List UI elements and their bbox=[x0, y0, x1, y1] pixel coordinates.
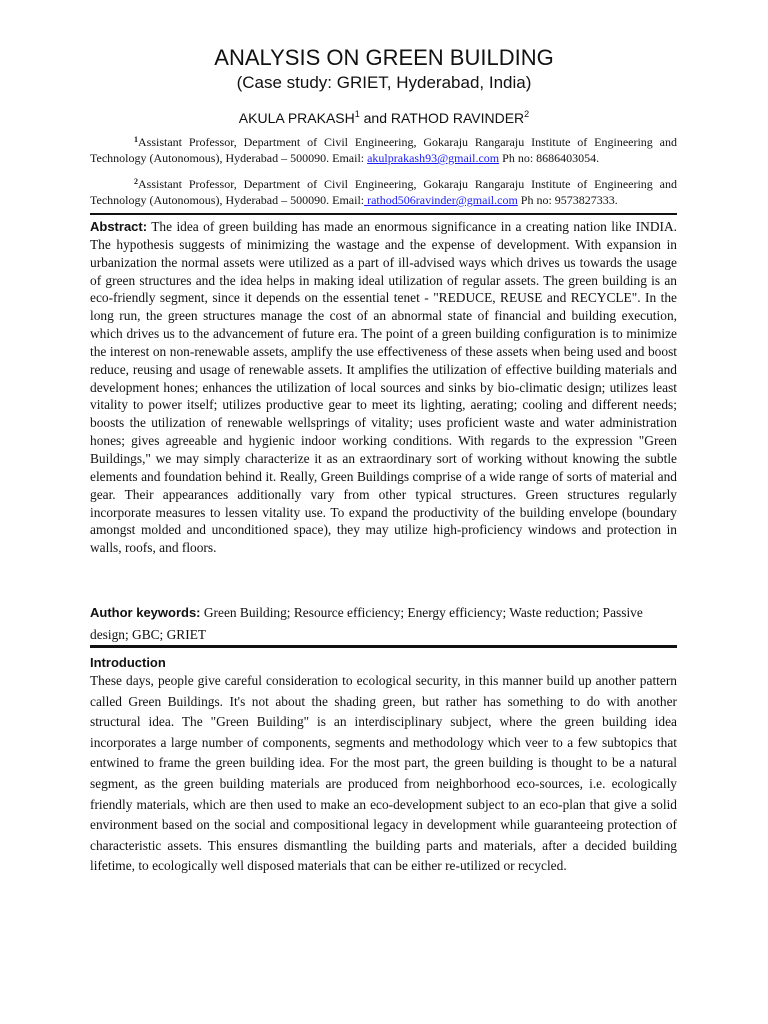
abstract-top-divider bbox=[90, 213, 677, 215]
author-2-name: RATHOD RAVINDER bbox=[390, 110, 525, 126]
affiliation-2-mark: 2 bbox=[134, 177, 138, 186]
author-joiner: and bbox=[359, 110, 391, 126]
affiliation-1 bbox=[90, 134, 677, 166]
affiliation-2-email-link[interactable]: rathod506ravinder@gmail.com bbox=[364, 193, 518, 207]
affiliation-1-mark: 1 bbox=[134, 135, 138, 144]
keywords-label: Author keywords: bbox=[90, 605, 201, 620]
introduction-heading: Introduction bbox=[90, 655, 166, 670]
affiliation-1-email-link[interactable]: akulprakash93@gmail.com bbox=[367, 151, 500, 165]
paper-subtitle: (Case study: GRIET, Hyderabad, India) bbox=[236, 73, 532, 92]
abstract-text: The idea of green building has made an enormous significance in a creating nation like INDIA. The hypothesis suggests of minimizing the wastage and the expense of development. With expansion in urbanization the normal assets were utilized as a part of ill-advised ways which drives us towards the usage of green structures and the idea helps in making ideal utilization of regular assets. The green building is an eco-friendly segment, since it depends on the essential tenet - "REDUCE, REUSE and RECYCLE". In the long run, the green structures manage the cost of an abnormal state of financial and building execution, which drives us to the advancement of future era. The point of a green building configuration is to minimize the interest on non-renewable assets, amplify the use effectiveness of these assets when being used and boost reduce, reusing and usage of renewable assets. It amplifies the utilization of effective building materials and development hones; enhances the utilization of local sources and sinks by bio-climatic design; utilizes least vitality to power itself; utilizes productive gear to meet its lighting, aerating; cooling and different needs; boosts the utilization of renewable wellsprings of vitality; uses proficient waste and water administration hones; gives agreeable and hygienic indoor working conditions. With regards to the expression "Green Buildings," we may simply characterize it as an extraordinary sort of working without knowing the subtle elements and foundation behind it. Really, Green Buildings comprise of a wide range of sorts of material and gear. Their appearances additionally vary from other typical structures. Green structures regularly incorporate measures to lessen vitality use. To expand the productivity of the building envelope (boundary amongst molded and unconditioned space), they may utilize high-proficiency windows and protection in walls, roofs, and floors. bbox=[90, 219, 677, 556]
author-2-mark: 2 bbox=[524, 109, 530, 119]
affiliation-1-text: Assistant Professor, Department of Civil Engineering, Gokaraju Rangaraju Institute of Engineering and Technology (Autonomous), Hyderabad – 500090. Email: bbox=[90, 135, 677, 165]
author-1-mark: 1 bbox=[354, 109, 360, 119]
abstract-label: Abstract: bbox=[90, 219, 148, 234]
abstract-bottom-divider bbox=[90, 645, 677, 648]
author-1-name: AKULA PRAKASH bbox=[238, 110, 355, 126]
introduction-body: These days, people give careful consideration to ecological security, in this manner build up another pattern called Green Buildings. It's not about the shading green, but rather has something to do with another structural idea. The "Green Building" is an interdisciplinary subject, where the green building idea incorporates a large number of components, segments and methodology which veer to a few subtopics that entwined to frame the green building idea. For the most part, the green building is thought to be a natural segment, as the green building materials are produced from neighborhood eco-sources, i.e. ecologically friendly materials, which are then used to make an eco-development subject to an eco-plan that give a solid environment based on the social and compositional legacy in development while guaranteeing protection of characteristic assets. This ensures dismantling the building parts and materials, after a decided building lifetime, to ecologically well disposed materials that can be either re-utilized or recycled. bbox=[90, 673, 677, 874]
affiliation-1-phone: Ph no: 8686403054. bbox=[499, 151, 600, 165]
abstract-section bbox=[90, 218, 677, 557]
author-line bbox=[0, 108, 768, 128]
keywords-text: Green Building; Resource efficiency; Energy efficiency; Waste reduction; Passive design; GBC; GRIET bbox=[90, 605, 643, 642]
affiliation-2-text: Assistant Professor, Department of Civil Engineering, Gokaraju Rangaraju Institute of Engineering and Technology (Autonomous), Hyderabad – 500090. Email: bbox=[90, 177, 677, 207]
paper-title: ANALYSIS ON GREEN BUILDING bbox=[214, 45, 554, 70]
keywords-section bbox=[90, 602, 677, 646]
affiliation-2 bbox=[90, 176, 677, 208]
affiliation-2-phone: Ph no: 9573827333. bbox=[517, 193, 618, 207]
